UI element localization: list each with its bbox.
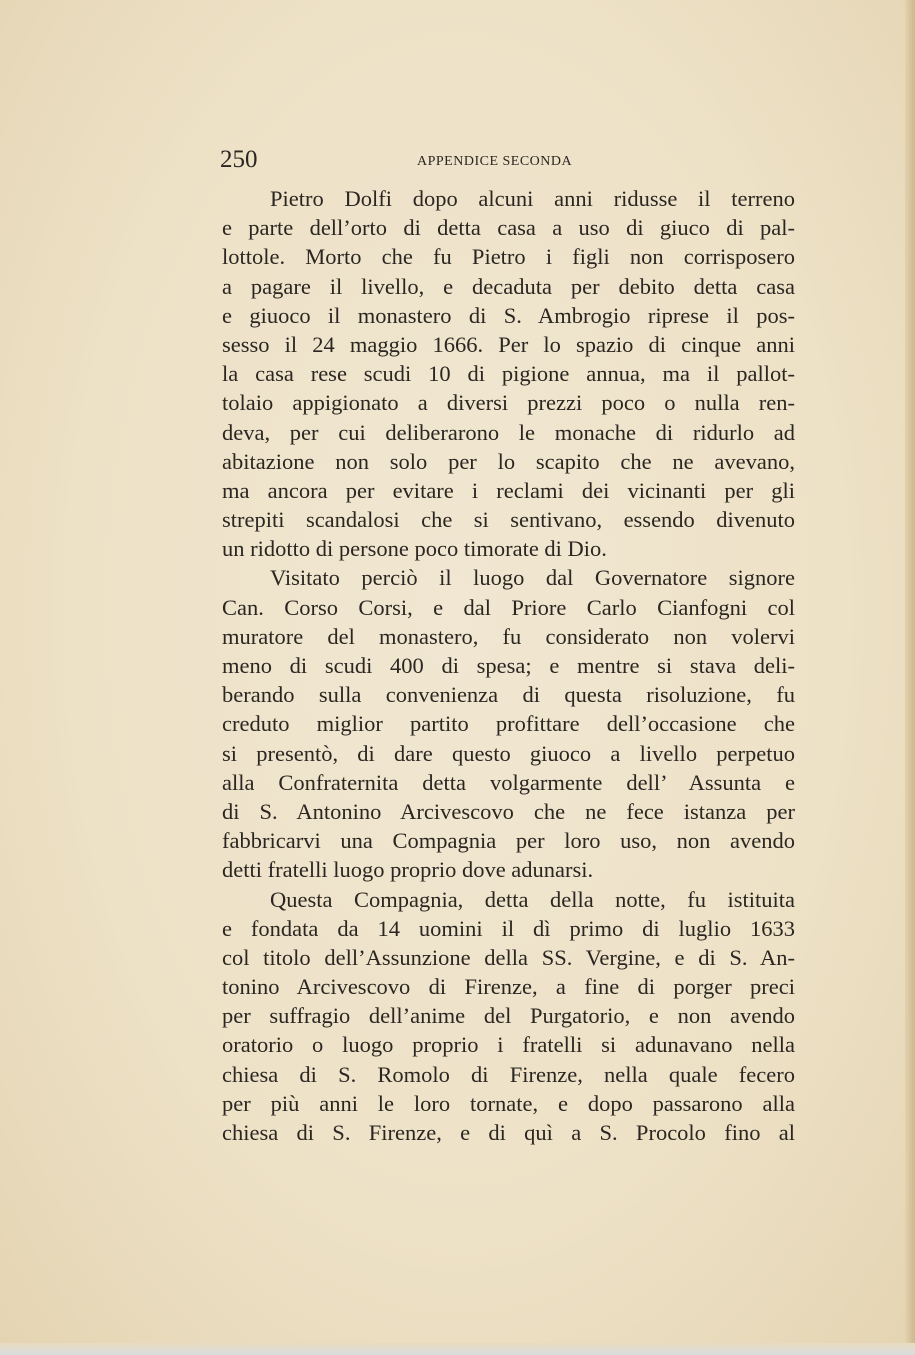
text-line: oratorio o luogo proprio i fratelli si adunavano nella	[222, 1032, 795, 1058]
text-line: chiesa di S. Romolo di Firenze, nella quale fecero	[222, 1061, 795, 1087]
paragraph	[222, 184, 795, 563]
text-line: chiesa di S. Firenze, e di quì a S. Procolo fino al	[222, 1120, 795, 1145]
text-line: fabbricarvi una Compagnia per loro uso, non avendo	[222, 828, 795, 854]
text-line: a pagare il livello, e decaduta per debito detta casa	[222, 273, 795, 299]
text-line: detti fratelli luogo proprio dove adunarsi.	[222, 857, 594, 883]
text-line: Can. Corso Corsi, e dal Priore Carlo Cianfogni col	[222, 594, 795, 620]
text-line: berando sulla convenienza di questa risoluzione, fu	[222, 682, 795, 708]
text-line: per suffragio dell’anime del Purgatorio, e non avendo	[222, 1003, 795, 1029]
paragraph	[222, 563, 795, 884]
text-line: abitazione non solo per lo scapito che ne avevano,	[222, 448, 795, 474]
text-line: ma ancora per evitare i reclami dei vicinanti per gli	[222, 477, 795, 503]
text-line: Pietro Dolfi dopo alcuni anni ridusse il terreno	[270, 186, 795, 211]
text-line: per più anni le loro tornate, e dopo passarono alla	[222, 1090, 795, 1116]
text-line: col titolo dell’Assunzione della SS. Vergine, e di S. An-	[222, 944, 795, 970]
page-body	[222, 184, 795, 1147]
text-line: Questa Compagnia, detta della notte, fu istituita	[270, 886, 795, 912]
text-line: e giuoco il monastero di S. Ambrogio riprese il pos-	[222, 302, 795, 328]
text-line: e fondata da 14 uomini il dì primo di luglio 1633	[222, 915, 795, 941]
text-line: tolaio appigionato a diversi prezzi poco o nulla ren-	[222, 390, 795, 416]
text-line: si presentò, di dare questo giuoco a livello perpetuo	[222, 740, 795, 766]
text-line: sesso il 24 maggio 1666. Per lo spazio di cinque anni	[222, 331, 795, 357]
text-line: di S. Antonino Arcivescovo che ne fece istanza per	[222, 798, 795, 824]
running-title: APPENDICE SECONDA	[417, 154, 573, 169]
text-line: deva, per cui deliberarono le monache di ridurlo ad	[222, 419, 795, 445]
paragraph	[222, 885, 795, 1148]
text-line: alla Confraternita detta volgarmente dell’ Assunta e	[222, 769, 795, 795]
text-line: la casa rese scudi 10 di pigione annua, ma il pallot-	[222, 361, 795, 387]
page-header	[220, 146, 796, 180]
text-line: strepiti scandalosi che si sentivano, essendo divenuto	[222, 507, 795, 533]
page-edge	[905, 0, 915, 1355]
text-line: meno di scudi 400 di spesa; e mentre si stava deli-	[222, 653, 795, 678]
page-number: 250	[220, 146, 258, 173]
text-line: Visitato perciò il luogo dal Governatore signore	[270, 565, 795, 591]
text-line: lottole. Morto che fu Pietro i figli non corrisposero	[222, 244, 795, 270]
text-line: tonino Arcivescovo di Firenze, a fine di porger preci	[222, 974, 795, 1000]
text-line: un ridotto di persone poco timorate di Dio.	[222, 536, 607, 562]
text-line: muratore del monastero, fu considerato non volervi	[222, 623, 795, 649]
text-line: e parte dell’orto di detta casa a uso di giuco di pal-	[222, 215, 795, 241]
page-bottom-edge	[0, 1343, 915, 1355]
text-line: creduto miglior partito profittare dell’occasione che	[222, 711, 795, 737]
